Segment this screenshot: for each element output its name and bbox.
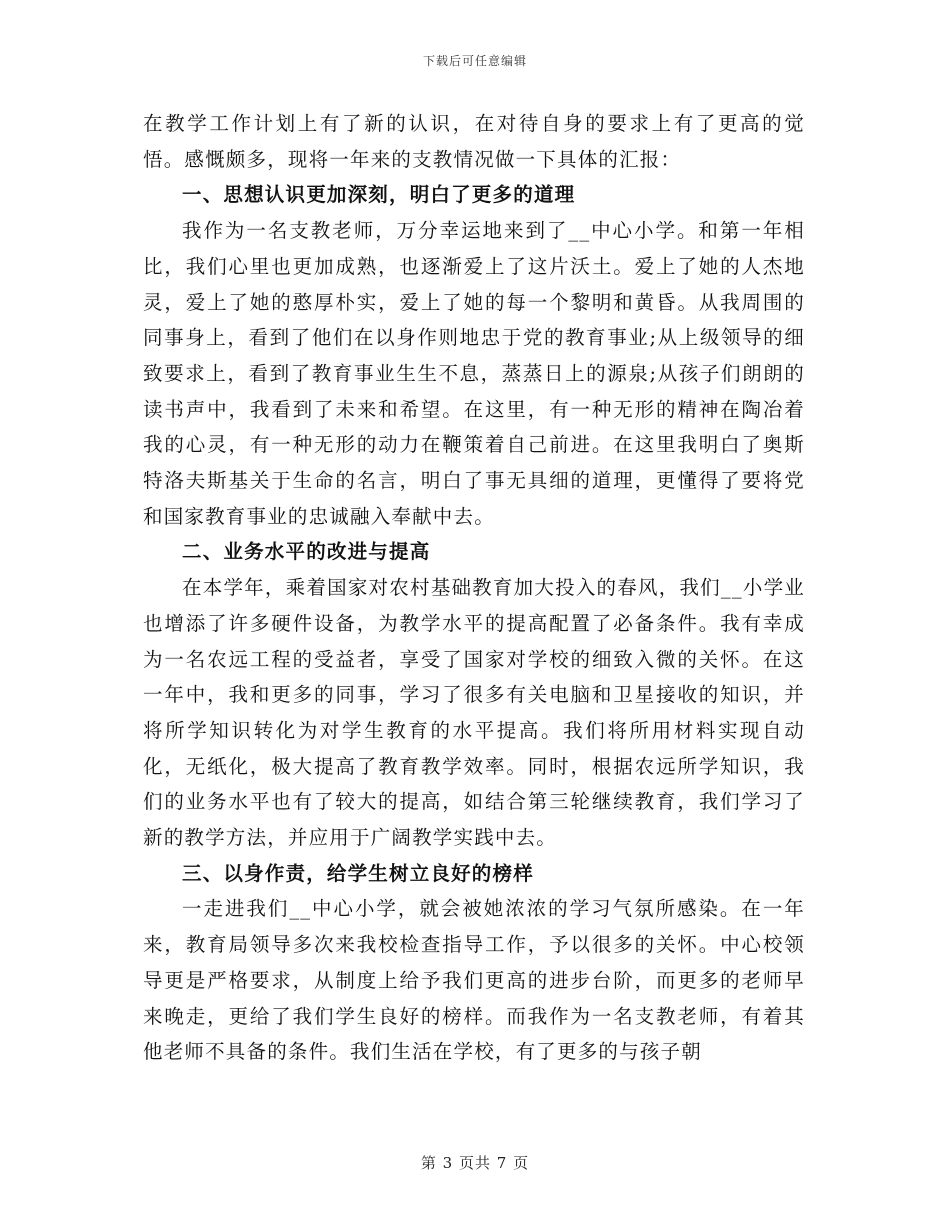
section-heading-2: 二、业务水平的改进与提高 xyxy=(182,540,431,564)
section-heading-1: 一、思想认识更加深刻，明白了更多的道理 xyxy=(182,183,576,207)
document-body xyxy=(143,106,805,1070)
page-footer: 第 3 页共 7 页 xyxy=(420,1154,530,1172)
section-heading-3: 三、以身作责，给学生树立良好的榜样 xyxy=(182,861,534,885)
section-paragraph-1: 我作为一名支教老师，万分幸运地来到了__中心小学。和第一年相比，我们心里也更加成熟，也逐渐爱上了这片沃土。爱上了她的人杰地灵，爱上了她的憨厚朴实，爱上了她的每一个黎明和黄昏。从我周围的同事身上，看到了他们在以身作则地忠于党的教育事业;从上级领导的细致要求上，看到了教育事业生生不息，蒸蒸日上的源泉;从孩子们朗朗的读书声中，我看到了未来和希望。在这里，有一种无形的精神在陶冶着我的心灵，有一种无形的动力在鞭策着自己前进。在这里我明白了奥斯特洛夫斯基关于生命的名言，明白了事无具细的道理，更懂得了要将党和国家教育事业的忠诚融入奉献中去。 xyxy=(143,219,805,528)
page-header: 下载后可任意编辑 xyxy=(422,54,527,68)
intro-paragraph: 在教学工作计划上有了新的认识，在对待自身的要求上有了更高的觉悟。感慨颇多，现将一年来的支教情况做一下具体的汇报： xyxy=(143,112,805,171)
section-paragraph-3: 一走进我们__中心小学，就会被她浓浓的学习气氛所感染。在一年来，教育局领导多次来我校检查指导工作，予以很多的关怀。中心校领导更是严格要求，从制度上给予我们更高的进步台阶，而更多的老师早来晚走，更给了我们学生良好的榜样。而我作为一名支教老师，有着其他老师不具备的条件。我们生活在学校，有了更多的与孩子朝 xyxy=(143,897,805,1064)
section-paragraph-2: 在本学年，乘着国家对农村基础教育加大投入的春风，我们__小学业也增添了许多硬件设备，为教学水平的提高配置了必备条件。我有幸成为一名农远工程的受益者，享受了国家对学校的细致入微的关怀。在这一年中，我和更多的同事，学习了很多有关电脑和卫星接收的知识，并将所学知识转化为对学生教育的水平提高。我们将所用材料实现自动化，无纸化，极大提高了教育教学效率。同时，根据农远所学知识，我们的业务水平也有了较大的提高，如结合第三轮继续教育，我们学习了新的教学方法，并应用于广阔教学实践中去。 xyxy=(143,576,805,850)
